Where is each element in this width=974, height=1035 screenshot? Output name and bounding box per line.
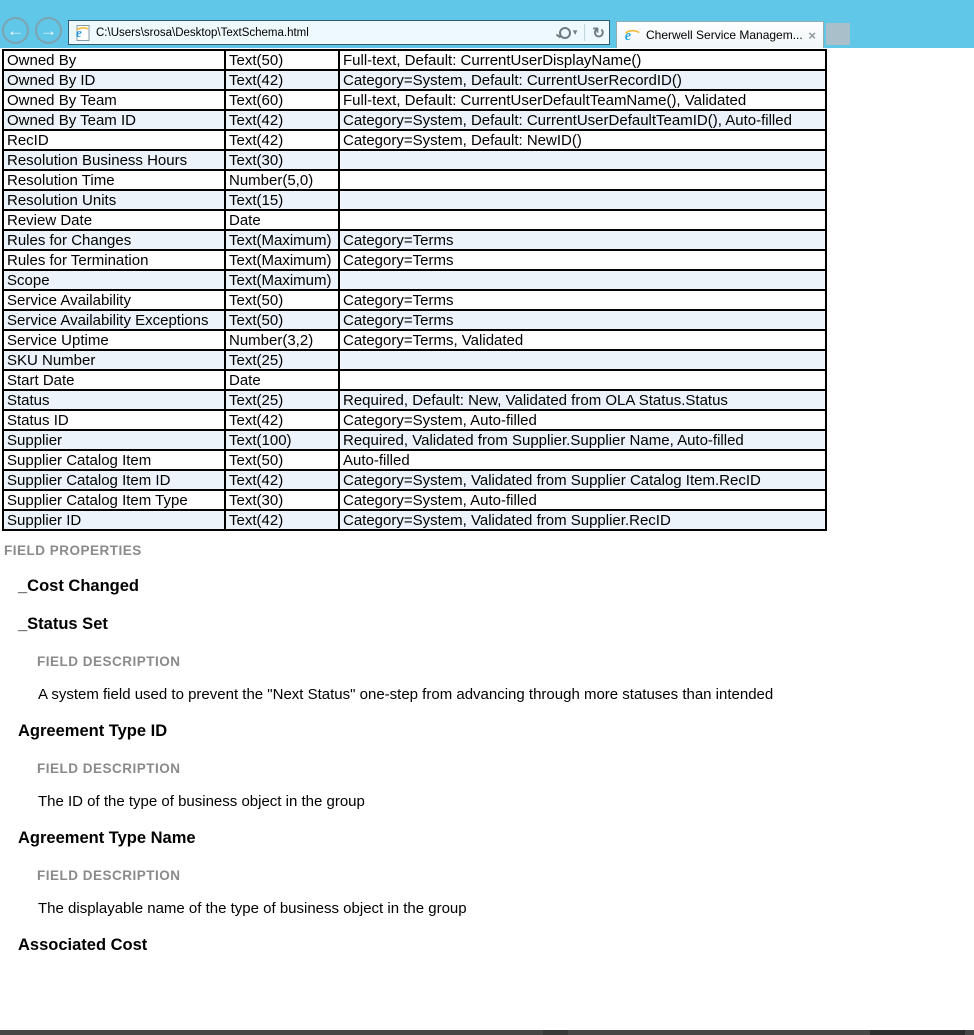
tab-cherwell[interactable]	[616, 21, 824, 48]
field-section-title: Associated Cost	[18, 936, 148, 954]
table-row	[3, 130, 826, 150]
back-icon: ←	[7, 21, 24, 40]
table-row	[3, 270, 826, 290]
field-description-heading: FIELD DESCRIPTION	[37, 761, 181, 776]
address-divider	[584, 24, 585, 41]
table-row	[3, 370, 826, 390]
cell-field: Service Uptime	[3, 330, 225, 350]
cell-attributes	[339, 150, 826, 170]
cell-attributes: Category=System, Validated from Supplier.RecID	[339, 510, 826, 530]
cell-type: Text(60)	[225, 90, 339, 110]
field-description-text: The ID of the type of business object in the group	[38, 793, 365, 810]
cell-field: Owned By	[3, 50, 225, 70]
table-row	[3, 410, 826, 430]
cell-type: Text(25)	[225, 350, 339, 370]
ie-page-icon	[75, 25, 91, 41]
field-section-title: Agreement Type ID	[18, 722, 168, 740]
cell-type: Text(42)	[225, 510, 339, 530]
table-row	[3, 70, 826, 90]
dropdown-icon[interactable]: ▾	[572, 27, 578, 37]
cell-field: Review Date	[3, 210, 225, 230]
url-text[interactable]: C:\Users\srosa\Desktop\TextSchema.html	[96, 26, 309, 39]
cell-attributes	[339, 350, 826, 370]
cell-field: Owned By Team	[3, 90, 225, 110]
table-row	[3, 490, 826, 510]
field-description-text: The displayable name of the type of business object in the group	[38, 900, 467, 917]
ie-logo-icon	[624, 27, 640, 43]
cell-field: Owned By Team ID	[3, 110, 225, 130]
cell-field: Owned By ID	[3, 70, 225, 90]
table-row	[3, 350, 826, 370]
cell-attributes: Category=Terms	[339, 310, 826, 330]
forward-icon: →	[40, 21, 57, 40]
cell-field: Resolution Time	[3, 170, 225, 190]
cell-type: Text(42)	[225, 70, 339, 90]
field-section-title: _Status Set	[18, 615, 108, 633]
cell-field: SKU Number	[3, 350, 225, 370]
table-row	[3, 170, 826, 190]
table-row	[3, 190, 826, 210]
cell-type: Text(Maximum)	[225, 250, 339, 270]
cell-field: Supplier Catalog Item ID	[3, 470, 225, 490]
cell-field: Status ID	[3, 410, 225, 430]
cell-field: Supplier Catalog Item Type	[3, 490, 225, 510]
cell-type: Text(42)	[225, 470, 339, 490]
cell-attributes: Category=System, Default: CurrentUserDefaultTeamID(), Auto-filled	[339, 110, 826, 130]
cell-attributes: Full-text, Default: CurrentUserDefaultTeamName(), Validated	[339, 90, 826, 110]
cell-attributes: Required, Validated from Supplier.Supplier Name, Auto-filled	[339, 430, 826, 450]
cell-attributes: Category=System, Auto-filled	[339, 490, 826, 510]
cell-attributes: Required, Default: New, Validated from OLA Status.Status	[339, 390, 826, 410]
new-tab-button[interactable]	[826, 23, 850, 45]
cell-type: Text(42)	[225, 110, 339, 130]
cell-type: Text(50)	[225, 310, 339, 330]
cell-attributes: Auto-filled	[339, 450, 826, 470]
cell-attributes: Category=System, Default: CurrentUserRecordID()	[339, 70, 826, 90]
table-row	[3, 310, 826, 330]
cell-type: Text(15)	[225, 190, 339, 210]
field-properties-heading: FIELD PROPERTIES	[4, 543, 142, 558]
cell-type: Text(Maximum)	[225, 230, 339, 250]
cell-attributes: Category=Terms, Validated	[339, 330, 826, 350]
forward-button[interactable]	[35, 17, 62, 44]
tab-close-icon[interactable]: ×	[808, 27, 816, 43]
cell-type: Text(50)	[225, 450, 339, 470]
table-row	[3, 110, 826, 130]
cell-field: Rules for Termination	[3, 250, 225, 270]
table-row	[3, 290, 826, 310]
cell-attributes: Category=System, Validated from Supplier Catalog Item.RecID	[339, 470, 826, 490]
cell-type: Text(Maximum)	[225, 270, 339, 290]
table-row	[3, 330, 826, 350]
table-row	[3, 470, 826, 490]
cell-field: Resolution Business Hours	[3, 150, 225, 170]
cell-attributes: Category=Terms	[339, 290, 826, 310]
cell-attributes: Category=System, Default: NewID()	[339, 130, 826, 150]
cell-type: Text(50)	[225, 290, 339, 310]
svg-text:e: e	[624, 27, 632, 43]
table-row	[3, 90, 826, 110]
cell-field: Rules for Changes	[3, 230, 225, 250]
cell-type: Text(25)	[225, 390, 339, 410]
cell-field: Supplier ID	[3, 510, 225, 530]
table-row	[3, 250, 826, 270]
cell-type: Text(42)	[225, 130, 339, 150]
page-content	[0, 48, 974, 1030]
cell-field: RecID	[3, 130, 225, 150]
cell-type: Text(42)	[225, 410, 339, 430]
table-row	[3, 430, 826, 450]
cell-field: Service Availability	[3, 290, 225, 310]
cell-attributes: Full-text, Default: CurrentUserDisplayName()	[339, 50, 826, 70]
cell-field: Status	[3, 390, 225, 410]
taskbar[interactable]	[0, 1030, 974, 1035]
table-row	[3, 390, 826, 410]
field-description-heading: FIELD DESCRIPTION	[37, 868, 181, 883]
cell-type: Number(3,2)	[225, 330, 339, 350]
tab-title: Cherwell Service Managem...	[646, 28, 803, 42]
taskbar-segment	[870, 1030, 965, 1035]
cell-field: Supplier	[3, 430, 225, 450]
table-row	[3, 230, 826, 250]
cell-field: Scope	[3, 270, 225, 290]
search-icon[interactable]	[556, 26, 569, 39]
cell-type: Text(30)	[225, 150, 339, 170]
cell-field: Start Date	[3, 370, 225, 390]
cell-field: Service Availability Exceptions	[3, 310, 225, 330]
svg-text:e: e	[76, 24, 82, 40]
schema-table	[2, 49, 827, 531]
cell-type: Date	[225, 370, 339, 390]
cell-field: Supplier Catalog Item	[3, 450, 225, 470]
cell-type: Text(100)	[225, 430, 339, 450]
cell-attributes	[339, 190, 826, 210]
table-row	[3, 210, 826, 230]
cell-attributes	[339, 370, 826, 390]
cell-attributes: Category=Terms	[339, 250, 826, 270]
browser-chrome	[0, 0, 974, 48]
back-button[interactable]	[2, 17, 29, 44]
cell-type: Text(50)	[225, 50, 339, 70]
cell-field: Resolution Units	[3, 190, 225, 210]
field-section-title: _Cost Changed	[18, 577, 140, 595]
cell-type: Date	[225, 210, 339, 230]
address-bar[interactable]	[68, 20, 610, 45]
table-row	[3, 50, 826, 70]
refresh-icon[interactable]: ↻	[592, 24, 605, 42]
field-description-heading: FIELD DESCRIPTION	[37, 654, 181, 669]
cell-attributes: Category=System, Auto-filled	[339, 410, 826, 430]
cell-type: Number(5,0)	[225, 170, 339, 190]
table-row	[3, 450, 826, 470]
field-description-text: A system field used to prevent the "Next Status" one-step from advancing through more statuses than intended	[38, 686, 774, 703]
cell-type: Text(30)	[225, 490, 339, 510]
taskbar-segment	[543, 1030, 568, 1035]
table-row	[3, 150, 826, 170]
field-properties-section	[0, 543, 974, 955]
cell-attributes	[339, 210, 826, 230]
table-row	[3, 510, 826, 530]
field-section-title: Agreement Type Name	[18, 829, 196, 847]
cell-attributes	[339, 170, 826, 190]
cell-attributes: Category=Terms	[339, 230, 826, 250]
cell-attributes	[339, 270, 826, 290]
